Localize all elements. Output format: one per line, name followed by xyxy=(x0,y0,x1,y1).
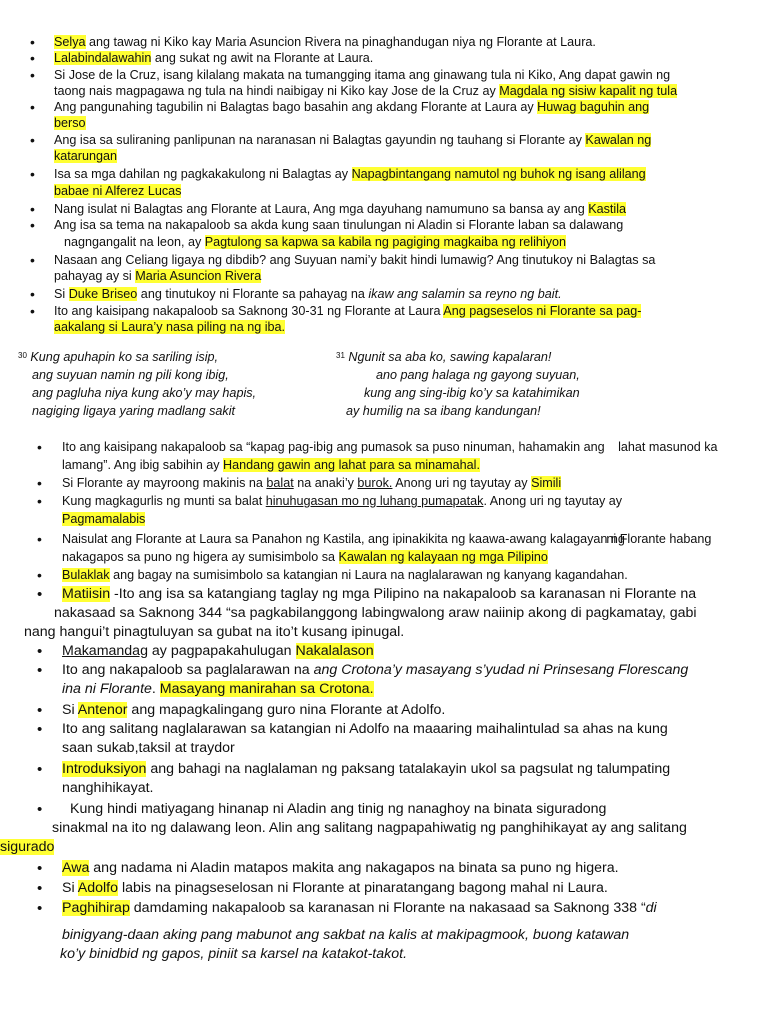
stanza-number: 30 xyxy=(18,351,27,360)
list-item xyxy=(0,50,768,66)
item-text: • Ang isa sa tema na nakapaloob sa akda kung saan tinulungan ni Aladin si Florante laban sa dalawang xyxy=(54,218,624,233)
item-text: ang mapagkalingang guro nina Florante at Adolfo. xyxy=(127,702,446,718)
item-text: Ang pangunahing tagubilin ni Balagtas bago basahin ang akdang Florante at Laura ay xyxy=(54,100,538,115)
item-text: Si Florante ay mayroong makinis na xyxy=(62,476,267,490)
highlighted-answer: Handang gawin ang lahat para sa minamahal. xyxy=(223,458,480,472)
answer-list-3 xyxy=(0,585,768,918)
item-text: ang tawag ni Kiko kay Maria Asuncion Rivera na pinaghandugan niya ng Florante at Laura. xyxy=(85,35,596,49)
item-text: Isa sa mga dahilan ng pagkakakulong ni Balagtas ay xyxy=(54,167,352,182)
list-item xyxy=(0,879,768,898)
list-item xyxy=(0,661,768,699)
item-text: ang bahagi na naglalaman ng paksang tatalakayin ukol sa pagsulat ng talumpating xyxy=(146,761,671,777)
item-text: -Ito ang isa sa katangiang taglay ng mga Pilipino na nakapaloob sa karanasan ni Florante na xyxy=(110,586,697,602)
list-item xyxy=(0,99,768,132)
poem-line: Ngunit sa aba ko, sawing kapalaran! xyxy=(344,350,552,364)
item-text: Kung hindi matiyagang hinanap ni Aladin ang tinig ng nanaghoy na binata siguradong xyxy=(70,801,607,817)
list-item xyxy=(0,566,768,584)
item-text: Si xyxy=(62,702,78,718)
item-text: Nang isulat ni Balagtas ang Florante at Laura, Ang mga dayuhang namumuno sa bansa ay ang xyxy=(54,201,589,216)
item-text: Ang isa sa suliraning panlipunan na naranasan ni Balagtas gayundin ng tauhang si Florante ay xyxy=(54,132,586,147)
item-text: Ito ang kaisipang nakapaloob sa Saknong 30-31 ng Florante at Laura xyxy=(54,303,444,318)
highlighted-answer: Duke Briseo xyxy=(68,287,138,302)
item-text-italic: di xyxy=(645,900,657,916)
underlined-phrase: hinuhugasan mo ng luhang pumapatak xyxy=(265,494,484,508)
highlighted-answer: Magdala ng sisiw kapalit ng tula xyxy=(499,83,678,98)
stanza-31 xyxy=(336,348,580,420)
item-text: Ito ang nakapaloob sa paglalarawan na xyxy=(62,662,314,678)
underlined-word: Makamandag xyxy=(62,643,148,659)
highlighted-answer: berso xyxy=(54,116,86,131)
item-text: taong nais magpagawa ng tula na hindi naibigay ni Kiko kay Jose de la Cruz ay xyxy=(54,83,500,98)
list-item xyxy=(0,701,768,720)
item-text-italic: ina ni Florante xyxy=(62,681,152,697)
list-item xyxy=(0,286,768,302)
poem-line: ay humilig na sa ibang kandungan! xyxy=(346,404,541,418)
list-item xyxy=(0,760,768,798)
poem-line: ang pagluha niya kung ako’y may hapis, xyxy=(32,386,257,400)
item-text: Kung magkagurlis ng munti sa balat xyxy=(62,494,266,508)
list-item xyxy=(0,252,768,285)
highlighted-answer: sigurado xyxy=(0,839,55,855)
stanza-number: 31 xyxy=(336,351,345,360)
highlighted-answer: Antenor xyxy=(77,702,128,718)
poem-line: Kung apuhapin ko sa sariling isip, xyxy=(26,350,219,364)
list-item xyxy=(0,859,768,878)
list-item xyxy=(0,474,768,492)
item-text-italic: ang Crotona’y masayang s’yudad ni Prinsesang Florescang xyxy=(313,662,689,678)
highlighted-answer: Adolfo xyxy=(77,880,119,896)
list-item xyxy=(0,303,768,336)
highlighted-answer: Huwag baguhin ang xyxy=(537,100,650,115)
list-item xyxy=(0,217,768,250)
list-item xyxy=(0,585,768,642)
highlighted-answer: Pagtulong sa kapwa sa kabila ng pagiging magkaiba ng relihiyon xyxy=(204,234,567,249)
quote-line: binigyang-daan aking pang mabunot ang sakbat na kalis at makipagmook, buong katawan xyxy=(62,927,630,943)
item-text: ang nadama ni Aladin matapos makita ang nakagapos na binata sa puno ng higera. xyxy=(89,860,619,876)
answer-list-2 xyxy=(0,438,768,584)
highlighted-answer: Lalabindalawahin xyxy=(54,51,152,66)
highlighted-answer: aakalang si Laura’y nasa piling na ng iba. xyxy=(54,320,286,335)
item-text: • Nasaan ang Celiang ligaya ng dibdib? ang Suyuan nami’y bakit hindi lumawig? Ang tinutukoy ni Balagtas sa xyxy=(54,252,656,267)
item-text: . Anong uri ng tayutay ay xyxy=(483,494,623,508)
item-text: lahat masunod ka lamang”. Ang ibig sabihin ay xyxy=(62,440,718,472)
highlighted-answer: Kastila xyxy=(588,201,627,216)
highlighted-answer: Awa xyxy=(62,860,90,876)
item-text: ang bagay na sumisimbolo sa katangian ni Laura na naglalarawan ng kanyang kagandahan. xyxy=(109,568,628,582)
highlighted-answer: Paghihirap xyxy=(62,900,130,916)
item-text: na anaki’y xyxy=(293,476,358,490)
highlighted-answer: babae ni Alferez Lucas xyxy=(54,183,182,198)
highlighted-answer: Maria Asuncion Rivera xyxy=(135,269,262,284)
list-item xyxy=(0,166,768,199)
item-text-italic: ikaw ang salamin sa reyno ng bait. xyxy=(368,287,562,302)
list-item xyxy=(0,899,768,918)
highlighted-answer: Nakalalason xyxy=(295,643,374,659)
item-text: labis na pinagseselosan ni Florante at pinaratangang bagong mahal ni Laura. xyxy=(118,880,608,896)
highlighted-answer: Matiisin xyxy=(62,586,111,602)
highlighted-answer: Pagmamalabis xyxy=(62,512,146,526)
list-item xyxy=(0,34,768,50)
highlighted-answer: Introduksiyon xyxy=(62,761,147,777)
item-text: damdaming nakapaloob sa karanasan ni Florante na nakasaad sa Saknong 338 “ xyxy=(129,900,646,916)
highlighted-answer: Simili xyxy=(531,476,562,490)
list-item xyxy=(0,492,768,528)
item-text: Naisulat ang Florante at Laura sa Panahon ng Kastila, ang ipinakikita ng kaawa-awang kalagayan ng xyxy=(62,532,625,546)
item-text: nakasaad sa Saknong 344 “sa pagkabilanggong labingwalong araw naiinip akong di pagkamatay, gabi xyxy=(54,605,697,621)
highlighted-answer: Selya xyxy=(54,35,86,49)
highlighted-answer: Bulaklak xyxy=(62,568,110,582)
highlighted-answer: Kawalan ng xyxy=(585,132,652,147)
list-item xyxy=(0,438,768,474)
item-text: nang hangui’t pinagtuluyan sa gubat na ito’t kusang ipinugal. xyxy=(24,624,405,640)
poem-line: nagiging ligaya yaring madlang sakit xyxy=(32,404,236,418)
answer-list-1 xyxy=(0,34,768,335)
highlighted-answer: Ang pagseselos ni Florante sa pag- xyxy=(443,303,642,318)
item-text: ang sukat ng awit na Florante at Laura. xyxy=(151,51,374,66)
list-item xyxy=(0,720,768,758)
item-text: sinakmal na ito ng dalawang leon. Alin ang salitang nagpapahiwatig ng panghihikayat ay ang salitang xyxy=(52,820,687,836)
poem-line: ang suyuan namin ng pili kong ibig, xyxy=(32,368,229,382)
item-text: Ito ang kaisipang nakapaloob sa “kapag pag-ibig ang pumasok sa puso ninuman, hahamakin ang xyxy=(62,440,605,454)
item-text: saan sukab,taksil at traydor xyxy=(62,740,235,756)
item-text: Anong uri ng tayutay ay xyxy=(392,476,532,490)
poem-line: kung ang sing-ibig ko’y sa katahimikan xyxy=(364,386,580,400)
item-text: Si xyxy=(62,880,78,896)
item-text: pahayag ay si xyxy=(54,269,136,284)
item-text: Ito ang salitang naglalarawan sa katangian ni Adolfo na maaaring maihalintulad sa ahas na kung xyxy=(62,721,668,737)
underlined-word: burok. xyxy=(357,476,393,490)
highlighted-answer: Masayang manirahan sa Crotona. xyxy=(159,681,374,697)
highlighted-answer: katarungan xyxy=(54,149,118,164)
highlighted-answer: Kawalan ng kalayaan ng mga Pilipino xyxy=(338,550,548,564)
item-text: ay pagpapakahulugan xyxy=(147,643,296,659)
list-item xyxy=(0,530,768,566)
list-item xyxy=(0,642,768,661)
saknong-338-quote xyxy=(0,926,768,964)
item-text: Si xyxy=(54,287,69,302)
item-text: . xyxy=(151,681,160,697)
item-text: ang tinutukoy ni Florante sa pahayag na xyxy=(137,287,369,302)
list-item xyxy=(0,201,768,217)
poem-line: ano pang halaga ng gayong suyuan, xyxy=(376,368,580,382)
item-text: ni Florante habang nakagapos sa puno ng higera ay sumisimbolo sa xyxy=(62,532,712,564)
highlighted-answer: Napagbintangang namutol ng buhok ng isang alilang xyxy=(351,167,646,182)
underlined-word: balat xyxy=(266,476,294,490)
stanza-30 xyxy=(18,348,256,420)
list-item xyxy=(0,800,768,857)
list-item xyxy=(0,132,768,165)
item-text: nagngangalit na leon, ay xyxy=(64,234,205,249)
quote-line: ko’y binidbid ng gapos, piniit sa karsel na katakot-takot. xyxy=(60,946,408,962)
item-text: • Si Jose de la Cruz, isang kilalang makata na tumangging itama ang ginawang tula ni Kiko, Ang dapat gawin ng xyxy=(54,67,671,82)
list-item xyxy=(0,67,768,100)
item-text: nanghihikayat. xyxy=(62,780,154,796)
